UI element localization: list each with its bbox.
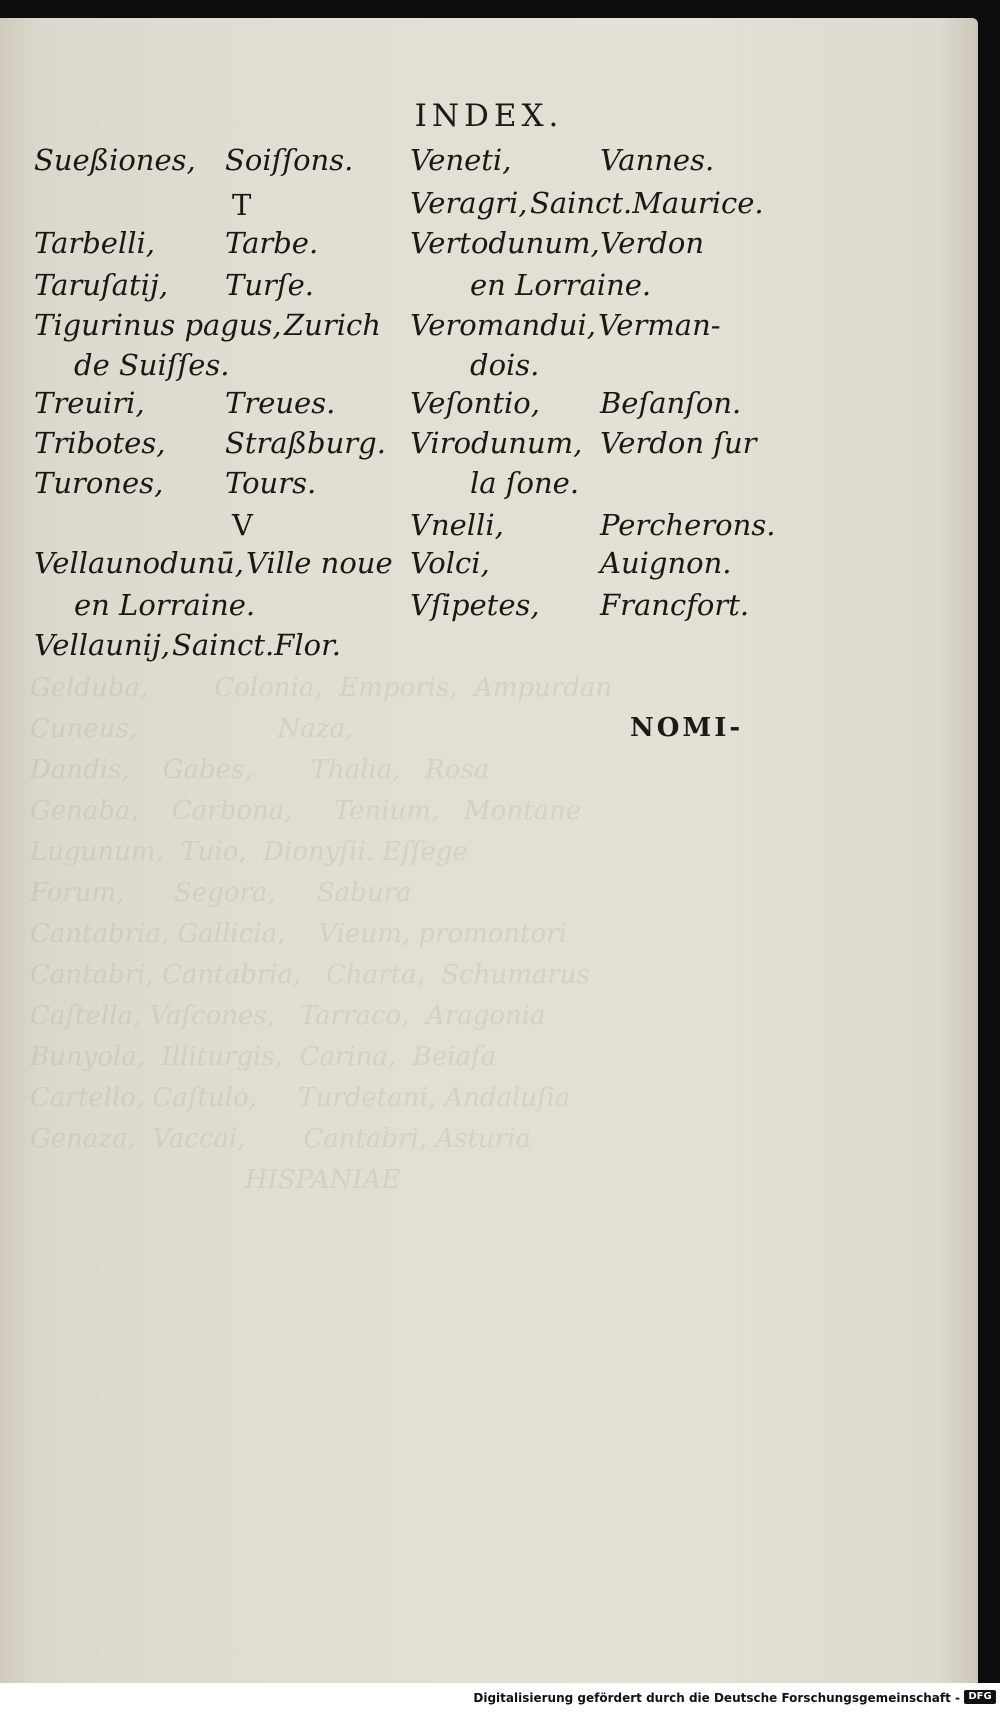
french-name: Percherons. (600, 508, 776, 542)
latin-name: Turones, (34, 466, 164, 500)
latin-name: Vellaunij, (34, 628, 171, 662)
latin-name: Taruſatij, (34, 268, 169, 302)
latin-name: Veſontio, (410, 386, 540, 420)
french-name: Verman- (598, 308, 721, 342)
latin-name: Tarbelli, (34, 226, 156, 260)
latin-name: Vnelli, (410, 508, 504, 542)
french-name: Ville noue (246, 546, 393, 580)
french-name: Tarbe. (225, 226, 319, 260)
index-continuation: dois. (470, 348, 540, 382)
latin-name: Veneti, (410, 143, 512, 177)
index-continuation: en Lorraine. (74, 588, 256, 622)
french-name: Sainct.Flor. (172, 628, 341, 662)
french-name: Turſe. (225, 268, 314, 302)
latin-name: Volci, (410, 546, 490, 580)
latin-name: Veragri, (410, 186, 528, 220)
french-name: Auignon. (600, 546, 732, 580)
latin-name: Tigurinus pagus, (34, 308, 282, 342)
french-name: Verdon ſur (600, 426, 757, 460)
french-name: Vannes. (600, 143, 715, 177)
french-name: Beſanſon. (600, 386, 742, 420)
french-name: Straßburg. (225, 426, 386, 460)
french-name: Zurich (284, 308, 381, 342)
show-through-text: Gelduba, Colonia, Emporis, Ampurdan Cuneus, Naza, Dandis, Gabes, Thalia, Rosa Genaba, Carbona, Tenium, Montane Lugunum, Tuio, Dionyſii. Eſſege Forum, Segora, Sabura Cantabria, Gallicia, Vieum, promontori Cantabri, Cantabria, Charta, Schumarus Caſtella, Vaſcones, Tarraco, Aragonia Bunyola, Illiturgis, Carina, Beiaſa Cartello, Caſtulo, Turdetani, Andaluſia Genaza, Vaccai, Cantabri, Asturia HISPANIAE (30, 673, 613, 1195)
latin-name: Tribotes, (34, 426, 166, 460)
book-page (0, 18, 978, 1683)
latin-name: Vellaunodunū, (34, 546, 244, 580)
latin-name: Virodunum, (410, 426, 583, 460)
french-name: Treues. (225, 386, 336, 420)
french-name: Soiſſons. (225, 143, 354, 177)
digitization-footer (0, 1683, 1000, 1712)
index-continuation: en Lorraine. (470, 268, 652, 302)
latin-name: Veromandui, (410, 308, 596, 342)
index-continuation: la ſone. (470, 466, 580, 500)
french-name: Francfort. (600, 588, 750, 622)
french-name: Verdon (600, 226, 705, 260)
page-header: INDEX. (414, 98, 564, 134)
dfg-logo: DFG (964, 1690, 996, 1704)
latin-name: Vſipetes, (410, 588, 540, 622)
catchword: NOMI- (630, 713, 744, 743)
footer-credit: Digitalisierung gefördert durch die Deutsche Forschungsgemeinschaft - (473, 1691, 960, 1705)
latin-name: Sueßiones, (34, 143, 196, 177)
latin-name: Treuiri, (34, 386, 145, 420)
index-continuation: de Suiſſes. (74, 348, 230, 382)
latin-name: Vertodunum, (410, 226, 600, 260)
index-letter: V (232, 508, 253, 542)
french-name: Sainct.Maurice. (530, 186, 764, 220)
index-letter: T (232, 188, 252, 222)
french-name: Tours. (225, 466, 317, 500)
